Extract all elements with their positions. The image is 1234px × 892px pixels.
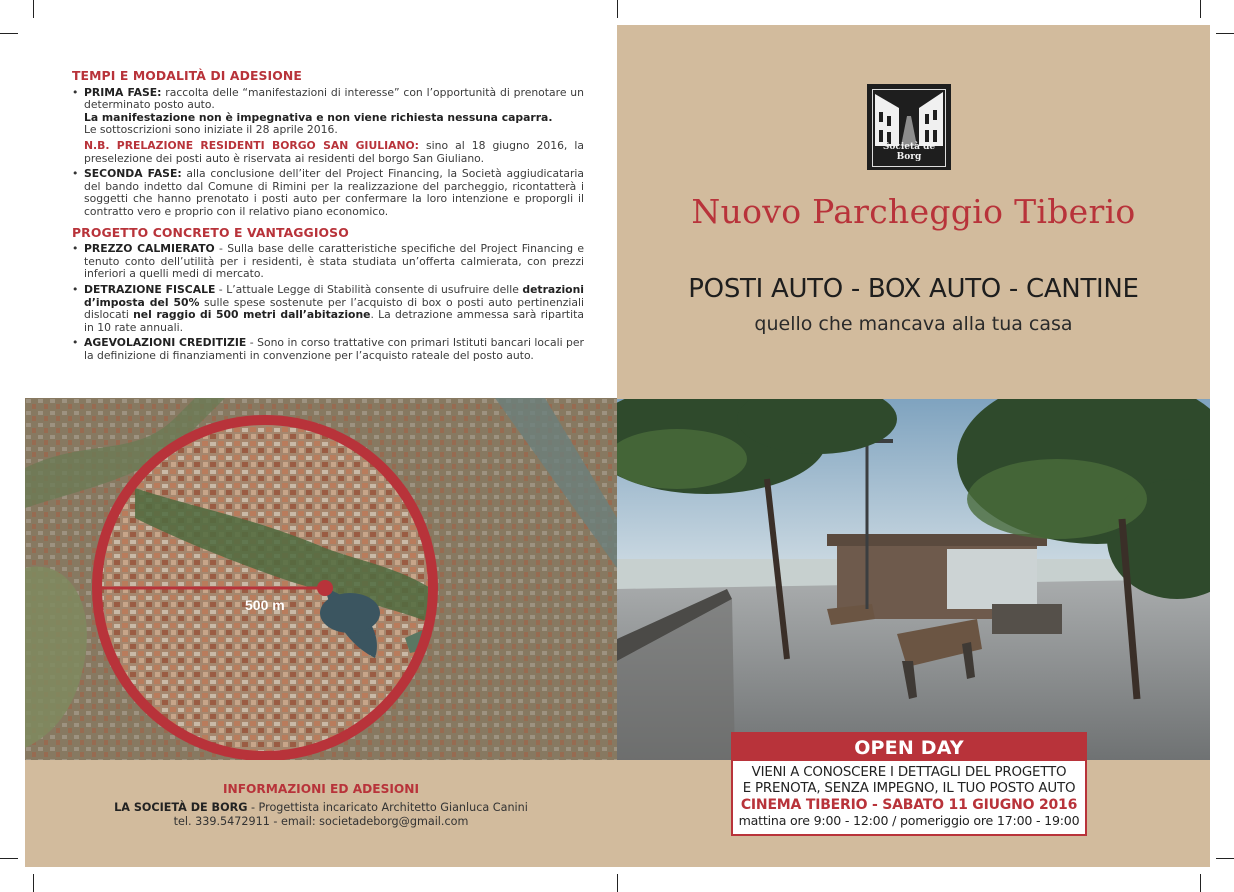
company-logo xyxy=(867,84,951,170)
parking-render-image xyxy=(617,399,1210,760)
seconda-fase-label: SECONDA FASE: xyxy=(84,167,182,181)
crop-mark xyxy=(1200,0,1201,18)
company-line xyxy=(25,801,617,815)
fold-mark xyxy=(617,874,618,892)
section-title-progetto: PROGETTO CONCRETO E VANTAGGIOSO xyxy=(72,224,349,240)
detrazione-label: DETRAZIONE FISCALE xyxy=(84,282,216,296)
detrazione-bold-b: nel raggio di 500 metri dall’abitazione xyxy=(133,308,371,322)
logo-frame xyxy=(872,89,946,167)
subtitle: POSTI AUTO - BOX AUTO - CANTINE xyxy=(688,274,1139,304)
open-day-box xyxy=(731,732,1087,836)
agevolazioni-text: - Sono in corso trattative con primari Istituti bancari locali per la definizione di finanziamenti in convenzione per l’acquisto rateale del posto auto. xyxy=(84,336,584,362)
prezzo-text: - Sulla base delle caratteristiche specifiche del Project Financing e tenuto conto dell’utilità per i residenti, è stata studiata un’offerta calmierata, con prezzi inferiori a quelli medi di mercato. xyxy=(84,242,584,281)
crop-mark xyxy=(1216,858,1234,859)
left-text-column xyxy=(72,70,584,365)
prezzo-label: PREZZO CALMIERATO xyxy=(84,242,215,256)
nb-label: N.B. PRELAZIONE RESIDENTI BORGO SAN GIULIANO: xyxy=(84,138,419,152)
list-item-prima-fase xyxy=(72,87,584,166)
list-item-detrazione xyxy=(72,284,584,334)
nb-paragraph xyxy=(84,140,584,165)
detrazione-bold-a: detrazioni d’imposta del 50% xyxy=(84,282,584,309)
contacts-line: tel. 339.5472911 - email: societadeborg@gmail.com xyxy=(173,815,469,828)
parking-render-graphic xyxy=(617,399,1210,760)
section-title-tempi: TEMPI E MODALITÀ DI ADESIONE xyxy=(72,68,302,83)
radius-label: 500 m xyxy=(245,597,285,613)
list-item-agevolazioni xyxy=(72,337,584,362)
tagline: quello che mancava alla tua casa xyxy=(754,313,1073,335)
info-title: INFORMAZIONI ED ADESIONI xyxy=(222,782,420,796)
crop-mark xyxy=(1216,33,1234,34)
company-text: - Progettista incaricato Architetto Gianluca Canini xyxy=(247,801,528,814)
crop-mark xyxy=(0,33,18,34)
open-day-title: OPEN DAY xyxy=(733,734,1085,761)
nb-text: sino al 18 giugno 2016, la preselezione dei posti auto è riservata ai residenti del borgo San Giuliano. xyxy=(84,138,584,165)
list-item-prezzo xyxy=(72,243,584,281)
logo-street-graphic xyxy=(873,90,945,148)
logo-text: Società de Borg xyxy=(882,142,936,162)
detrazione-text-a: - L’attuale Legge di Stabilità consente di usufruire delle xyxy=(215,282,523,296)
aerial-map-graphic xyxy=(25,398,617,760)
detrazione-text-c: . La detrazione ammessa sarà ripartita in 10 rate annuali. xyxy=(84,308,584,334)
company-name: LA SOCIETÀ DE BORG xyxy=(114,801,248,814)
open-day-line-1: VIENI A CONOSCERE I DETTAGLI DEL PROGETTO xyxy=(751,765,1067,780)
info-section xyxy=(25,760,617,867)
tempi-list xyxy=(72,87,584,219)
crop-mark xyxy=(33,0,34,18)
prima-fase-bold: La manifestazione non è impegnativa e non viene richiesta nessuna caparra. xyxy=(84,110,553,124)
prima-fase-note: Le sottoscrizioni sono iniziate il 28 aprile 2016. xyxy=(84,123,338,137)
open-day-hours: mattina ore 9:00 - 12:00 / pomeriggio ore 17:00 - 19:00 xyxy=(738,813,1080,828)
crop-mark xyxy=(33,874,34,892)
list-item-seconda-fase xyxy=(72,168,584,218)
progetto-list xyxy=(72,243,584,362)
prima-fase-text: raccolta delle “manifestazioni di interesse” con l’opportunità di prenotare un determinato posto auto. xyxy=(84,85,584,112)
crop-mark xyxy=(0,858,18,859)
seconda-fase-text: alla conclusione dell’iter del Project Financing, la Società aggiudicataria del bando indetto dal Comune di Rimini per la realizzazione del parcheggio, ricontatterà i soggetti che hanno prenotato i posti auto per confermare la loro intenzione e proporgli il contratto vero e proprio con il relativo piano economico. xyxy=(84,167,585,218)
open-day-line-2: E PRENOTA, SENZA IMPEGNO, IL TUO POSTO AUTO xyxy=(742,781,1076,796)
prima-fase-label: PRIMA FASE: xyxy=(84,85,162,99)
crop-mark xyxy=(1200,874,1201,892)
detrazione-text-b: sulle spese sostenute per l’acquisto di box o posti auto pertinenziali dislocati xyxy=(84,295,584,322)
aerial-map-image xyxy=(25,398,617,760)
fold-mark xyxy=(617,0,618,18)
agevolazioni-label: AGEVOLAZIONI CREDITIZIE xyxy=(84,336,247,350)
page-title: Nuovo Parcheggio Tiberio xyxy=(691,192,1136,231)
open-day-venue: CINEMA TIBERIO - SABATO 11 GIUGNO 2016 xyxy=(740,797,1078,813)
